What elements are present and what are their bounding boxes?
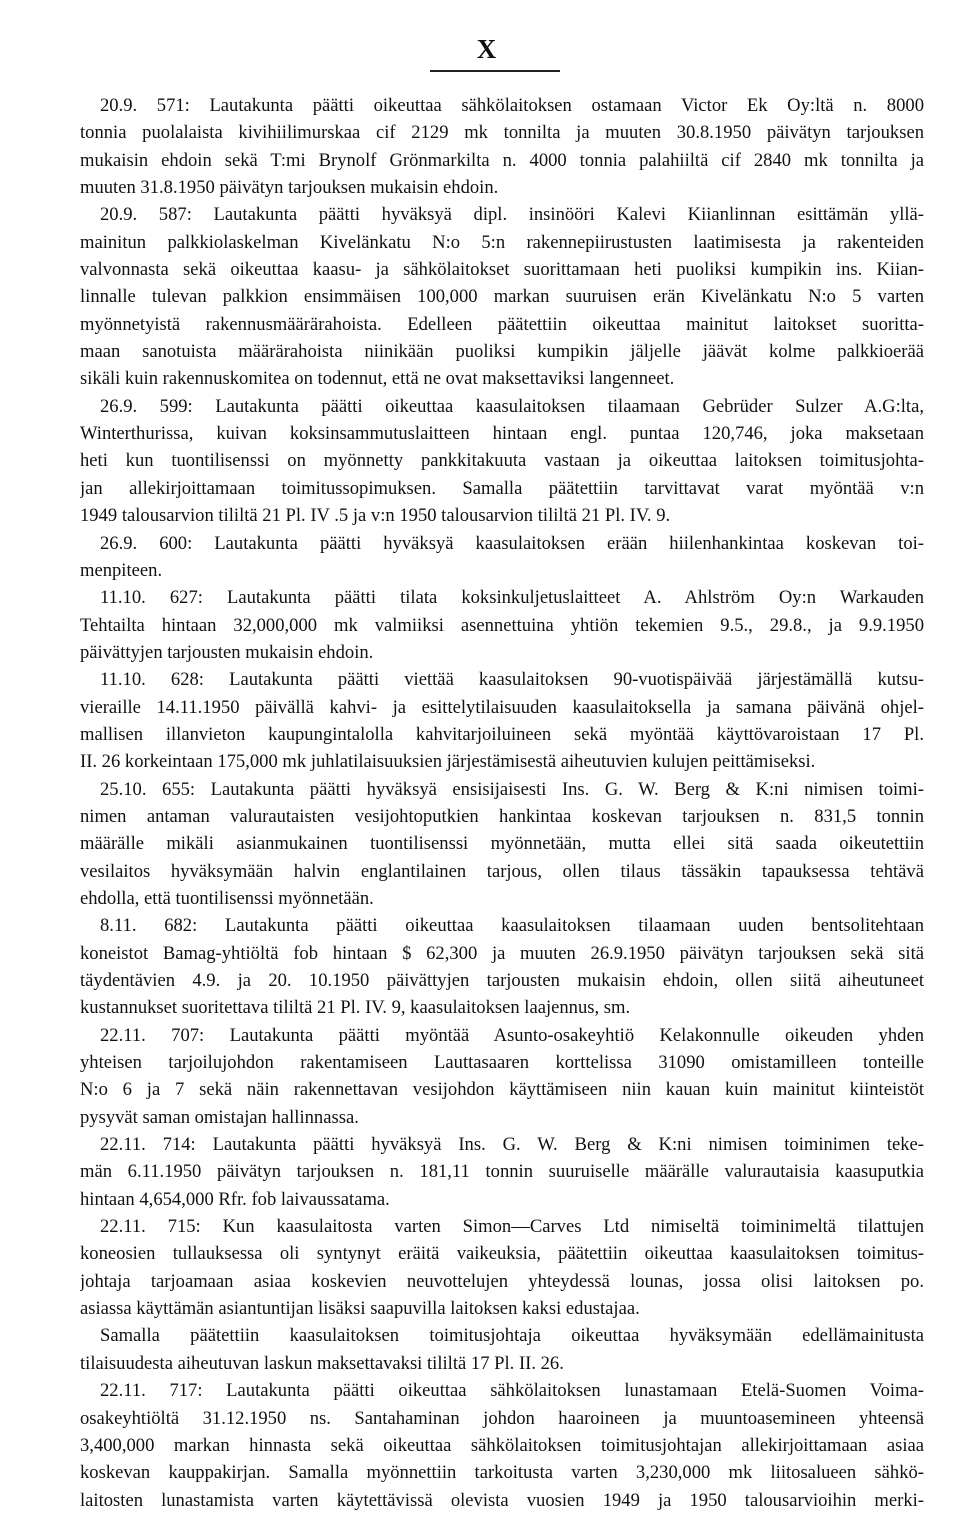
text-line: 11.10. 627: Lautakunta päätti tilata koksinkuljetuslaitteet A. Ahlström Oy:n Warkauden: [100, 587, 924, 609]
text-line: hintaan 4,654,000 Rfr. fob laivaussatama.: [80, 1188, 390, 1210]
text-line: muuten 31.8.1950 päivätyn tarjouksen mukaisin ehdoin.: [80, 177, 499, 199]
text-line: Tehtailta hintaan 32,000,000 mk valmiiksi asennettuina yhtiön tekemien 9.5., 29.8., ja 9.9.1950: [80, 614, 924, 636]
text-line: 22.11. 714: Lautakunta päätti hyväksyä Ins. G. W. Berg & K:ni nimisen toiminimen teke-: [100, 1134, 924, 1156]
text-line: II. 26 korkeintaan 175,000 mk juhlatilaisuuksien järjestämisestä aiheutuvien kulujen peittämiseksi.: [80, 751, 816, 773]
text-line: 1949 talousarvion tililtä 21 Pl. IV .5 ja v:n 1950 talousarvion tililtä 21 Pl. IV. 9.: [80, 505, 671, 527]
text-line: 26.9. 600: Lautakunta päätti hyväksyä kaasulaitoksen erään hiilenhankintaa koskevan toi-: [100, 532, 924, 554]
text-line: maan sanotuista määrärahoista niinikään puoliksi kumpikin jäljelle jäävät kolme palkkioerää: [80, 341, 924, 363]
text-line: Samalla päätettiin kaasulaitoksen toimitusjohtaja oikeuttaa hyväksymään edellämainitusta: [100, 1325, 924, 1347]
text-line: koneistot Bamag-yhtiöltä fob hintaan $ 62,300 ja muuten 26.9.1950 päivätyn tarjouksen sekä sitä: [80, 942, 924, 964]
text-line: män 6.11.1950 päivätyn tarjouksen n. 181,11 tonnin suuruiselle määrälle valurautaisia kaasuputkia: [80, 1161, 924, 1183]
header-rule: [430, 70, 560, 72]
text-line: 22.11. 717: Lautakunta päätti oikeuttaa sähkölaitoksen lunastamaan Etelä-Suomen Voima-: [100, 1380, 924, 1402]
text-line: nimen antaman valurautaisten vesijohtoputkien hankintaa koskevan tarjouksen n. 831,5 tonnin: [80, 805, 924, 827]
text-line: 11.10. 628: Lautakunta päätti viettää kaasulaitoksen 90-vuotispäivää järjestämällä kutsu-: [100, 669, 924, 691]
page-number: X: [476, 34, 498, 64]
page-header: [0, 34, 960, 65]
text-line: Winterthurissa, kuivan koksinsammutuslaitteen hintaan engl. puntaa 120,746, joka maksetaan: [80, 423, 924, 445]
text-line: määrälle mikäli asianmukainen tuontilisenssi myönnetään, mutta ellei sitä saada oikeutettiin: [80, 833, 924, 855]
text-line: 22.11. 707: Lautakunta päätti myöntää Asunto-osakeyhtiö Kelakonnulle oikeuden yhden: [100, 1024, 924, 1046]
text-line: heti kun tuontilisenssi on myönnetty pankkitakuuta vastaan ja oikeuttaa laitoksen toimitusjohta-: [80, 450, 924, 472]
text-line: ehdolla, että tuontilisenssi myönnetään.: [80, 887, 374, 909]
text-line: kustannukset suoritettava tililtä 21 Pl. IV. 9, kaasulaitoksen laajennus, sm.: [80, 997, 631, 1019]
text-line: mallisen illanvieton kaupungintalolla kahvitarjoiluineen sekä myöntää käyttövaroistaan 17 Pl.: [80, 723, 924, 745]
text-line: tilaisuudesta aiheutuvan laskun maksettavaksi tililtä 17 Pl. II. 26.: [80, 1352, 564, 1374]
text-line: linnalle tulevan palkkion ensimmäisen 100,000 markan suuruisen erän Kivelänkatu N:o 5 varten: [80, 286, 924, 308]
text-line: N:o 6 ja 7 sekä näin rakennettavan vesijohdon käyttämiseen niin kauan kuin mainitut kiinteistöt: [80, 1079, 924, 1101]
text-line: sikäli kuin rakennuskomitea on todennut, että ne ovat maksettaviksi langenneet.: [80, 368, 675, 390]
text-line: myönnetyistä rakennusmäärärahoista. Edelleen päätettiin oikeuttaa mainitut laitokset suoritta-: [80, 313, 924, 335]
body-text: [80, 92, 924, 1514]
text-line: vesilaitos hyväksymään halvin englantilainen tarjous, ollen tilaus tässäkin tapauksessa tehtävä: [80, 860, 924, 882]
text-line: 26.9. 599: Lautakunta päätti oikeuttaa kaasulaitoksen tilaamaan Gebrüder Sulzer A.G:lta,: [100, 395, 924, 417]
text-line: yhteisen tarjoilujohdon rakentamiseen Lauttasaaren korttelissa 31090 omistamilleen tonteille: [80, 1052, 924, 1074]
text-line: pysyvät saman omistajan hallinnassa.: [80, 1106, 359, 1128]
text-line: koneosien tullauksessa oli syntynyt eräitä vaikeuksia, päätettiin oikeuttaa kaasulaitoksen toimitus-: [80, 1243, 924, 1265]
text-line: mainitun palkkiolaskelman Kivelänkatu N:o 5:n rakennepiirustusten laatimisesta ja rakenteiden: [80, 231, 924, 253]
text-line: 20.9. 571: Lautakunta päätti oikeuttaa sähkölaitoksen ostamaan Victor Ek Oy:ltä n. 8000: [100, 95, 924, 116]
text-line: menpiteen.: [80, 559, 163, 581]
text-line: laitosten lunastamista varten käytettävissä olevista vuosien 1949 ja 1950 talousarvioihin merki-: [80, 1489, 924, 1511]
text-line: jan allekirjoittamaan toimitussopimuksen. Samalla päätettiin tarvittavat varat myöntää v:n: [80, 477, 924, 499]
text-line: päivättyjen tarjousten mukaisin ehdoin.: [80, 641, 374, 663]
text-line: 20.9. 587: Lautakunta päätti hyväksyä dipl. insinööri Kalevi Kiianlinnan esittämän yllä-: [100, 204, 924, 226]
text-line: johtaja tarjoamaan asiaa koskevien neuvottelujen yhteydessä lounas, jossa olisi laitoksen po.: [80, 1270, 924, 1292]
text-line: vieraille 14.11.1950 päivällä kahvi- ja esittelytilaisuuden kaasulaitoksella ja samana päivänä ohjel-: [80, 696, 924, 718]
text-line: asiassa käyttämän asiantuntijan lisäksi saapuvilla laitoksen kaksi edustajaa.: [80, 1298, 640, 1320]
text-line: koskevan kauppakirjan. Samalla myönnettiin tarkoitusta varten 3,230,000 mk liitosalueen sähkö-: [80, 1462, 924, 1484]
text-line: valvonnasta sekä oikeuttaa kaasu- ja sähkölaitokset suorittamaan heti puoliksi kumpikin ins. Kiian-: [80, 259, 924, 281]
text-line: osakeyhtiöltä 31.12.1950 ns. Santahaminan johdon haaroineen ja muuntoasemineen yhteensä: [80, 1407, 924, 1429]
text-line: 25.10. 655: Lautakunta päätti hyväksyä ensisijaisesti Ins. G. W. Berg & K:ni nimisen toimi-: [100, 778, 924, 800]
text-line: täydentävien 4.9. ja 20. 10.1950 päivättyjen tarjousten mukaisin ehdoin, ollen siitä aiheutuneet: [80, 970, 924, 991]
text-line: mukaisin ehdoin sekä T:mi Brynolf Grönmarkilta n. 4000 tonnia palahiiltä cif 2840 mk tonnilta ja: [80, 149, 924, 171]
text-line: 22.11. 715: Kun kaasulaitosta varten Simon—Carves Ltd nimiseltä toiminimeltä tilattujen: [100, 1216, 924, 1238]
text-line: 8.11. 682: Lautakunta päätti oikeuttaa kaasulaitoksen tilaamaan uuden bentsolitehtaan: [100, 915, 924, 937]
text-line: 3,400,000 markan hinnasta sekä oikeuttaa sähkölaitoksen toimitusjohtajan allekirjoittamaan asiaa: [80, 1434, 924, 1456]
text-line: tonnia puolalaista kivihiilimurskaa cif 2129 mk tonnilta ja muuten 30.8.1950 päivätyn tarjouksen: [80, 122, 924, 144]
